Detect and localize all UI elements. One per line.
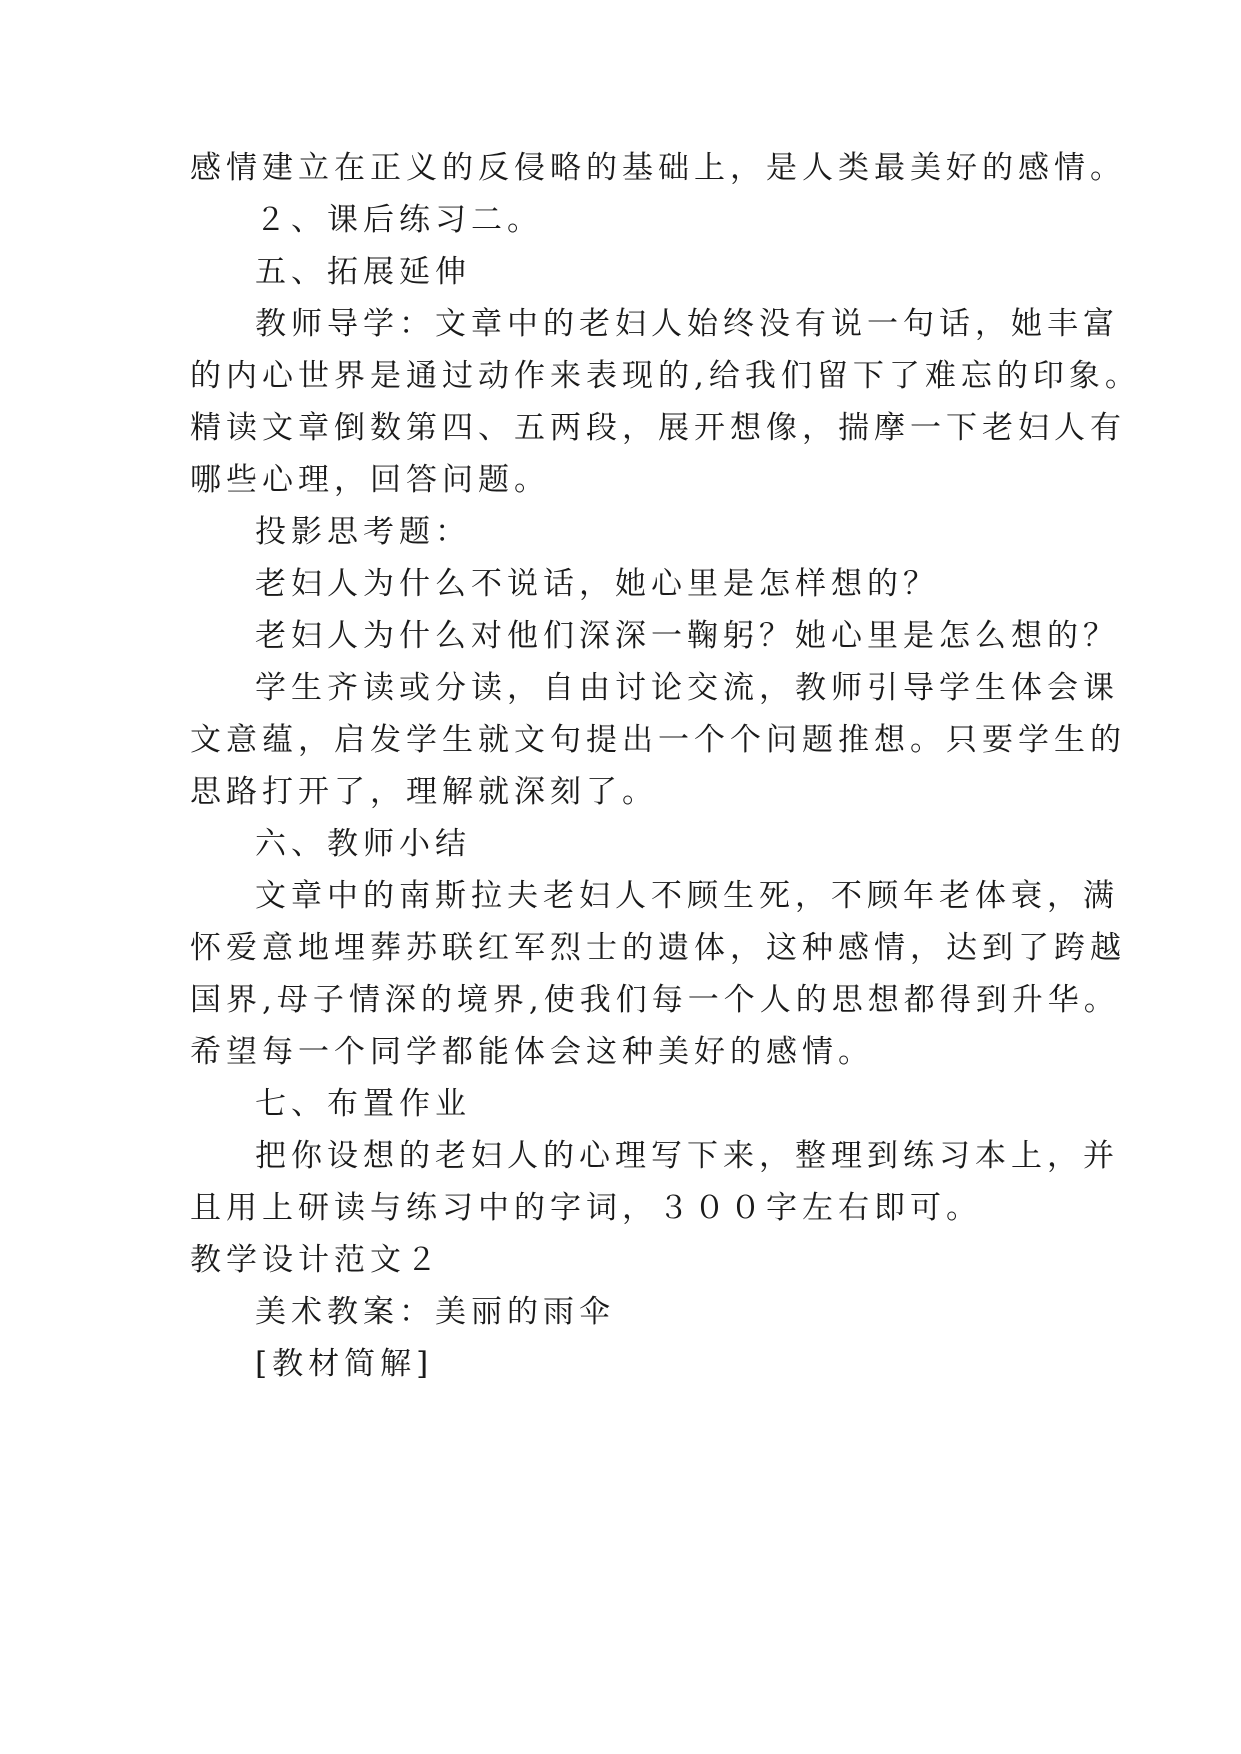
- paragraph-line: 希望每一个同学都能体会这种美好的感情。: [190, 1034, 874, 1070]
- section-heading: [教材简解]: [255, 1346, 434, 1382]
- section-heading: 七、布置作业: [255, 1086, 471, 1122]
- question-line: 老妇人为什么不说话，她心里是怎样想的？: [255, 566, 939, 602]
- paragraph-line: 投影思考题：: [255, 514, 471, 550]
- paragraph-line: 的内心世界是通过动作来表现的,给我们留下了难忘的印象。: [190, 358, 1141, 394]
- paragraph-line: 学生齐读或分读，自由讨论交流，教师引导学生体会课: [255, 670, 1119, 706]
- paragraph-line: 国界,母子情深的境界,使我们每一个人的思想都得到升华。: [190, 982, 1120, 1018]
- paragraph-line: 且用上研读与练习中的字词，３００字左右即可。: [190, 1190, 982, 1226]
- paragraph-line: 思路打开了，理解就深刻了。: [190, 774, 658, 810]
- section-heading: 五、拓展延伸: [255, 254, 471, 290]
- paragraph-line: 精读文章倒数第四、五两段，展开想像，揣摩一下老妇人有: [190, 410, 1126, 446]
- paragraph-line: 文意蕴，启发学生就文句提出一个个问题推想。只要学生的: [190, 722, 1126, 758]
- paragraph-line: 感情建立在正义的反侵略的基础上，是人类最美好的感情。: [190, 150, 1126, 186]
- paragraph-line: 哪些心理，回答问题。: [190, 462, 550, 498]
- document-subtitle: 教学设计范文２: [190, 1242, 442, 1278]
- question-line: 老妇人为什么对他们深深一鞠躬？她心里是怎么想的？: [255, 618, 1119, 654]
- paragraph-line: 把你设想的老妇人的心理写下来，整理到练习本上，并: [255, 1138, 1119, 1174]
- section-heading: 六、教师小结: [255, 826, 471, 862]
- paragraph-line: 文章中的南斯拉夫老妇人不顾生死，不顾年老体衰，满: [255, 878, 1119, 914]
- lesson-title: 美术教案：美丽的雨伞: [255, 1294, 615, 1330]
- paragraph-line: ２、课后练习二。: [255, 202, 543, 238]
- paragraph-line: 教师导学：文章中的老妇人始终没有说一句话，她丰富: [255, 306, 1119, 342]
- paragraph-line: 怀爱意地埋葬苏联红军烈士的遗体，这种感情，达到了跨越: [190, 930, 1126, 966]
